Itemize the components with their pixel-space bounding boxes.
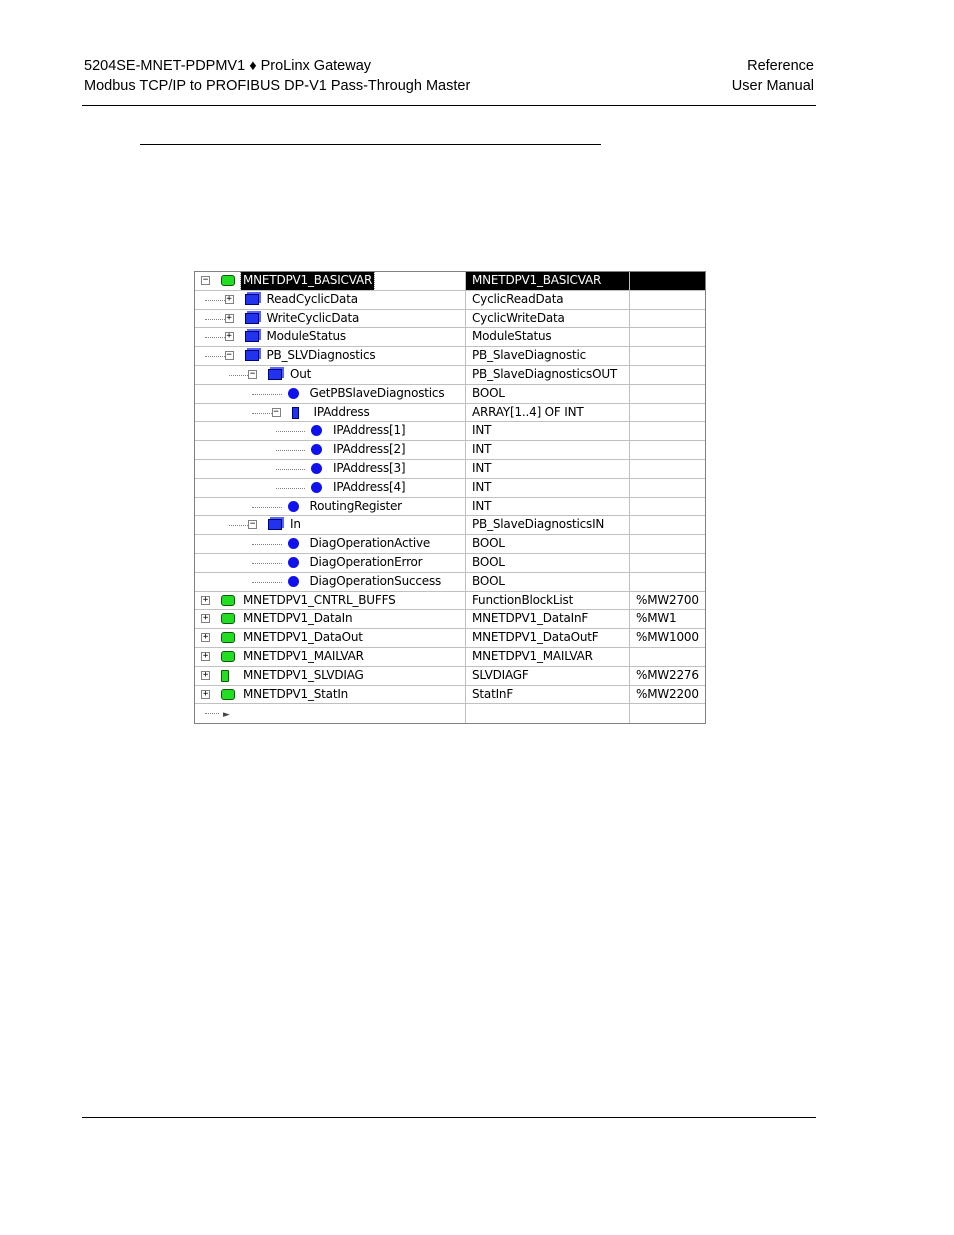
- structure-green-icon: [221, 275, 235, 286]
- address-cell[interactable]: [630, 460, 705, 478]
- address-cell[interactable]: [630, 573, 705, 591]
- tree-row[interactable]: [195, 535, 705, 554]
- variable-name: IPAddress[2]: [333, 442, 406, 457]
- expand-icon[interactable]: +: [202, 650, 209, 661]
- tree-connector: [252, 563, 282, 564]
- address-cell[interactable]: %MW2276: [636, 667, 699, 682]
- section-rule: [140, 144, 601, 145]
- expand-icon[interactable]: +: [226, 331, 232, 342]
- variable-name: IPAddress: [313, 404, 370, 419]
- type-cell[interactable]: CyclicWriteData: [466, 310, 630, 328]
- name-cell[interactable]: [195, 592, 466, 610]
- address-cell[interactable]: %MW2200: [636, 686, 699, 701]
- type-cell[interactable]: INT: [466, 498, 630, 516]
- type-cell[interactable]: SLVDIAGF: [466, 667, 630, 685]
- name-cell[interactable]: [195, 648, 466, 666]
- structure-blue-icon: [268, 519, 282, 530]
- variable-name: IPAddress[3]: [333, 460, 406, 475]
- collapse-icon[interactable]: −: [249, 368, 256, 379]
- name-cell[interactable]: [195, 366, 466, 384]
- name-cell[interactable]: [195, 347, 466, 365]
- type-cell[interactable]: BOOL: [466, 385, 630, 403]
- name-cell[interactable]: [195, 272, 466, 290]
- variable-name: GetPBSlaveDiagnostics: [309, 385, 445, 400]
- address-cell[interactable]: [630, 479, 705, 497]
- variable-dot-icon: [288, 501, 299, 512]
- variable-name: In: [290, 517, 301, 532]
- tree-connector: [252, 544, 282, 545]
- variable-name: DiagOperationSuccess: [309, 573, 442, 588]
- name-cell[interactable]: [195, 516, 466, 534]
- variable-name: ReadCyclicData: [266, 291, 358, 306]
- variable-name: DiagOperationError: [309, 554, 423, 569]
- type-cell[interactable]: PB_SlaveDiagnostic: [466, 347, 630, 365]
- type-cell[interactable]: MNETDPV1_DataInF: [466, 610, 630, 628]
- tree-row[interactable]: [195, 516, 705, 535]
- tree-connector: [252, 582, 282, 583]
- type-cell[interactable]: [466, 704, 630, 723]
- name-cell[interactable]: [195, 554, 466, 572]
- name-cell[interactable]: [195, 535, 466, 553]
- address-cell[interactable]: [630, 385, 705, 403]
- variable-name: MNETDPV1_SLVDIAG: [243, 667, 364, 682]
- type-cell[interactable]: MNETDPV1_DataOutF: [466, 629, 630, 647]
- type-cell[interactable]: FunctionBlockList: [466, 592, 630, 610]
- variable-name: MNETDPV1_DataIn: [243, 611, 353, 626]
- variable-name: WriteCyclicData: [266, 310, 360, 325]
- variable-name: DiagOperationActive: [309, 536, 431, 551]
- type-cell[interactable]: PB_SlaveDiagnosticsOUT: [466, 366, 630, 384]
- tree-row[interactable]: [195, 291, 705, 310]
- tree-row[interactable]: [195, 347, 705, 366]
- tree-row[interactable]: [195, 310, 705, 329]
- footer-rule: [82, 1117, 816, 1118]
- structure-green-icon: [221, 689, 235, 700]
- header-product-subtitle: Modbus TCP/IP to PROFIBUS DP-V1 Pass-Through Master: [84, 78, 471, 94]
- address-cell[interactable]: [630, 310, 705, 328]
- name-cell[interactable]: [195, 310, 466, 328]
- variable-dot-icon: [288, 557, 299, 568]
- variable-name: MNETDPV1_MAILVAR: [243, 648, 364, 663]
- address-cell[interactable]: [630, 704, 705, 723]
- name-cell[interactable]: [195, 385, 466, 403]
- header-rule: [82, 105, 816, 106]
- expand-icon[interactable]: +: [226, 312, 232, 323]
- tree-row[interactable]: [195, 610, 705, 629]
- tree-row[interactable]: [195, 422, 705, 441]
- variable-name: ModuleStatus: [266, 329, 346, 344]
- address-cell[interactable]: [630, 404, 705, 422]
- variable-dot-icon: [311, 463, 322, 474]
- name-cell[interactable]: [195, 460, 466, 478]
- variable-name: MNETDPV1_CNTRL_BUFFS: [243, 592, 396, 607]
- variable-dot-icon: [288, 538, 299, 549]
- name-cell[interactable]: [195, 498, 466, 516]
- tree-row[interactable]: [195, 686, 705, 705]
- type-cell[interactable]: CyclicReadData: [466, 291, 630, 309]
- collapse-icon[interactable]: −: [249, 519, 256, 530]
- type-cell[interactable]: BOOL: [466, 554, 630, 572]
- structure-blue-icon: [245, 313, 259, 324]
- structure-green-icon: [221, 613, 235, 624]
- tree-connector: [205, 713, 219, 714]
- variable-tree-grid[interactable]: [194, 271, 706, 724]
- tree-connector: [205, 356, 225, 357]
- tree-row[interactable]: [195, 573, 705, 592]
- address-cell[interactable]: %MW1000: [636, 630, 699, 645]
- expand-icon[interactable]: +: [226, 293, 232, 304]
- tree-connector: [252, 394, 282, 395]
- array-green-icon: [221, 670, 229, 682]
- address-cell[interactable]: [630, 366, 705, 384]
- tree-row[interactable]: [195, 648, 705, 667]
- type-cell[interactable]: BOOL: [466, 573, 630, 591]
- expand-icon[interactable]: +: [202, 594, 209, 605]
- address-cell[interactable]: %MW2700: [636, 592, 699, 607]
- structure-green-icon: [221, 632, 235, 643]
- type-cell[interactable]: INT: [466, 479, 630, 497]
- type-cell[interactable]: INT: [466, 460, 630, 478]
- address-cell[interactable]: [630, 328, 705, 346]
- type-cell[interactable]: INT: [466, 441, 630, 459]
- tree-connector: [229, 525, 249, 526]
- tree-row[interactable]: [195, 328, 705, 347]
- name-cell[interactable]: [195, 704, 466, 723]
- structure-blue-icon: [245, 350, 259, 361]
- variable-dot-icon: [311, 425, 322, 436]
- type-cell[interactable]: MNETDPV1_BASICVAR: [466, 272, 630, 290]
- variable-name: MNETDPV1_DataOut: [243, 630, 363, 645]
- tree-connector: [276, 431, 306, 432]
- expand-icon[interactable]: +: [202, 688, 209, 699]
- variable-name: PB_SLVDiagnostics: [266, 348, 376, 363]
- header-doc-type: User Manual: [731, 78, 814, 94]
- variable-name: IPAddress[4]: [333, 479, 406, 494]
- variable-name: Out: [290, 366, 312, 381]
- collapse-icon[interactable]: −: [226, 350, 232, 361]
- tree-connector: [205, 337, 225, 338]
- name-cell[interactable]: [195, 686, 466, 704]
- type-cell[interactable]: PB_SlaveDiagnosticsIN: [466, 516, 630, 534]
- address-cell[interactable]: [630, 516, 705, 534]
- header-product-line: 5204SE-MNET-PDPMV1 ♦ ProLinx Gateway: [84, 58, 372, 74]
- type-cell[interactable]: BOOL: [466, 535, 630, 553]
- header-right: [732, 56, 814, 96]
- tree-row[interactable]: [195, 441, 705, 460]
- expand-icon[interactable]: +: [202, 632, 209, 643]
- tree-row[interactable]: [195, 667, 705, 686]
- variable-dot-icon: [311, 482, 322, 493]
- address-cell[interactable]: [630, 554, 705, 572]
- address-cell[interactable]: [630, 498, 705, 516]
- type-cell[interactable]: MNETDPV1_MAILVAR: [466, 648, 630, 666]
- address-cell[interactable]: [630, 291, 705, 309]
- tree-connector: [276, 488, 306, 489]
- tree-row[interactable]: [195, 460, 705, 479]
- address-cell[interactable]: [630, 422, 705, 440]
- name-cell[interactable]: [195, 629, 466, 647]
- tree-row[interactable]: [195, 592, 705, 611]
- address-cell[interactable]: [630, 347, 705, 365]
- address-cell[interactable]: [630, 648, 705, 666]
- header-left: [84, 56, 470, 96]
- type-cell[interactable]: StatInF: [466, 686, 630, 704]
- type-cell[interactable]: INT: [466, 422, 630, 440]
- structure-blue-icon: [245, 331, 259, 342]
- tree-row[interactable]: [195, 704, 705, 723]
- collapse-icon[interactable]: −: [273, 406, 279, 417]
- variable-name: IPAddress[1]: [333, 423, 406, 438]
- expand-icon[interactable]: +: [202, 613, 209, 624]
- tree-row[interactable]: [195, 272, 705, 291]
- variable-dot-icon: [288, 388, 299, 399]
- name-cell[interactable]: [195, 404, 466, 422]
- name-cell[interactable]: [195, 610, 466, 628]
- tree-row[interactable]: [195, 554, 705, 573]
- structure-blue-icon: [245, 294, 259, 305]
- tree-connector: [229, 375, 249, 376]
- structure-green-icon: [221, 651, 235, 662]
- name-cell[interactable]: [195, 441, 466, 459]
- address-cell[interactable]: [630, 535, 705, 553]
- name-cell[interactable]: [195, 422, 466, 440]
- variable-name: RoutingRegister: [309, 498, 402, 513]
- collapse-icon[interactable]: −: [202, 275, 209, 285]
- expand-icon[interactable]: +: [202, 669, 209, 680]
- name-cell[interactable]: [195, 667, 466, 685]
- address-cell[interactable]: [630, 441, 705, 459]
- name-cell[interactable]: [195, 573, 466, 591]
- tree-row[interactable]: [195, 404, 705, 423]
- tree-row[interactable]: [195, 385, 705, 404]
- address-cell[interactable]: [630, 272, 705, 290]
- structure-green-icon: [221, 595, 235, 606]
- tree-connector: [276, 469, 306, 470]
- address-cell[interactable]: %MW1: [636, 611, 677, 626]
- type-cell[interactable]: ModuleStatus: [466, 328, 630, 346]
- tree-connector: [205, 300, 225, 301]
- variable-dot-icon: [288, 576, 299, 587]
- variable-name: MNETDPV1_BASICVAR: [241, 272, 374, 290]
- tree-row[interactable]: [195, 629, 705, 648]
- name-cell[interactable]: [195, 291, 466, 309]
- structure-blue-icon: [268, 369, 282, 380]
- tree-row[interactable]: [195, 479, 705, 498]
- name-cell[interactable]: [195, 479, 466, 497]
- type-cell[interactable]: ARRAY[1..4] OF INT: [466, 404, 630, 422]
- tree-connector: [252, 413, 272, 414]
- tree-connector: [252, 507, 282, 508]
- array-icon: [292, 407, 299, 419]
- variable-dot-icon: [311, 444, 322, 455]
- new-row-arrow-icon[interactable]: ►: [223, 710, 230, 721]
- tree-connector: [276, 450, 306, 451]
- tree-row[interactable]: [195, 498, 705, 517]
- tree-connector: [205, 319, 225, 320]
- variable-name: MNETDPV1_StatIn: [243, 686, 349, 701]
- tree-row[interactable]: [195, 366, 705, 385]
- header-section: Reference: [747, 58, 814, 74]
- name-cell[interactable]: [195, 328, 466, 346]
